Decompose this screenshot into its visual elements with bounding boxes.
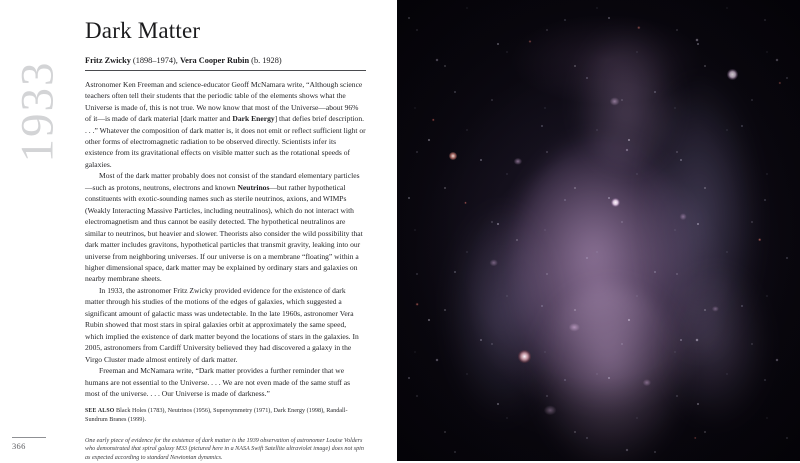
body-run: ] that defies brief description. . . .” Whatever the composition of dark matter is, it does not emit or reflect sufficient light or other forms of electromagnetic radiation to be observed directly. Scientists infer its existence from its gravitational effects on visible matter such as the rotational speeds of galaxies. (85, 114, 366, 169)
page-number-rule (12, 437, 46, 438)
galaxy-m33-ultraviolet-photo (397, 0, 800, 461)
see-also-line (85, 407, 366, 424)
byline-person-two-dates: (b. 1928) (249, 56, 282, 66)
page-number-block (12, 437, 52, 451)
page-title: Dark Matter (85, 18, 201, 43)
body-term-emphasis: Dark Energy (232, 114, 275, 124)
byline-person-one-dates: (1898–1974), (130, 56, 180, 66)
byline-person-one-name: Fritz Zwicky (85, 56, 131, 66)
article-content (85, 18, 366, 463)
byline (85, 56, 366, 66)
body-run: Freeman and McNamara write, “Dark matter provides a further reminder that we humans are not essential to the Universe. . . . We are not even made of the same stuff as most of the universe. . . . Our Universe is made of darkness.” (85, 366, 351, 398)
body-run: —but rather hypothetical constituents with exotic-sounding names such as sterile neutrinos, axions, and WIMPs (Weakly Interacting Massive Particles, including neutralinos), which do not interact with electromagnetism and thus cannot be easily detected. The hypothetical neutralinos are similar to neutrinos, but heavier and slower. Theorists also consider the wild possibility that dark matter includes gravitons, hypothetical particles that transmit gravity, leaking into our universe from neighboring universes. If our universe is on a membrane “floating” within a higher dimensional space, dark matter may be explained by ordinary stars and galaxies on nearby membrane sheets. (85, 182, 363, 284)
see-also-entries: Black Holes (1783), Neutrinos (1956), Supersymmetry (1971), Dark Energy (1998), Randall-Sundrum Branes (1999). (85, 407, 348, 424)
year-marker: 1933 (11, 60, 64, 163)
body-paragraph (85, 170, 366, 285)
year-rail (0, 0, 78, 461)
figure-caption: One early piece of evidence for the existence of dark matter is the 1939 observation of astronomer Louise Volders who demonstrated that spiral galaxy M33 (pictured here in a NASA Swift Satellite ultraviolet image) does not spin as expected according to standard Newtonian dynamics. (85, 437, 364, 462)
right-page (397, 0, 800, 461)
photo-vignette (397, 0, 800, 461)
page-number: 366 (12, 441, 26, 451)
byline-person-two-name: Vera Cooper Rubin (179, 56, 250, 66)
body-paragraph (85, 79, 366, 171)
body-run: Most of the dark matter probably does not consist of the standard elementary particles—such as protons, neutrons, electrons and known (85, 171, 360, 192)
byline-divider (85, 70, 366, 71)
body-paragraph (85, 285, 366, 365)
body-paragraph (85, 365, 366, 399)
see-also-label: SEE ALSO (85, 408, 115, 415)
body-run: In 1933, the astronomer Fritz Zwicky provided evidence for the existence of dark matter through his studies of the motions of the edges of galaxies, which suggested a significant amount of galactic mass was undetectable. In the late 1960s, astronomer Vera Rubin showed that most stars in spiral galaxies orbit at approximately the same speed, which implied the existence of dark matter beyond the locations of stars in the galaxies. In 2005, astronomers from Cardiff University believed they had discovered a galaxy in the Virgo Cluster made almost entirely of dark matter. (85, 285, 359, 364)
article-body (85, 79, 366, 400)
body-term-emphasis: Neutrinos (237, 182, 270, 192)
body-run: Astronomer Ken Freeman and science-educator Geoff McNamara write, “Although science teachers often tell their students that the periodic table of the elements shows what the Universe is made of, this is not true. We now know that most of the Universe—about 96% of it—is made of dark material [dark matter and (85, 79, 363, 124)
left-page (0, 0, 397, 461)
